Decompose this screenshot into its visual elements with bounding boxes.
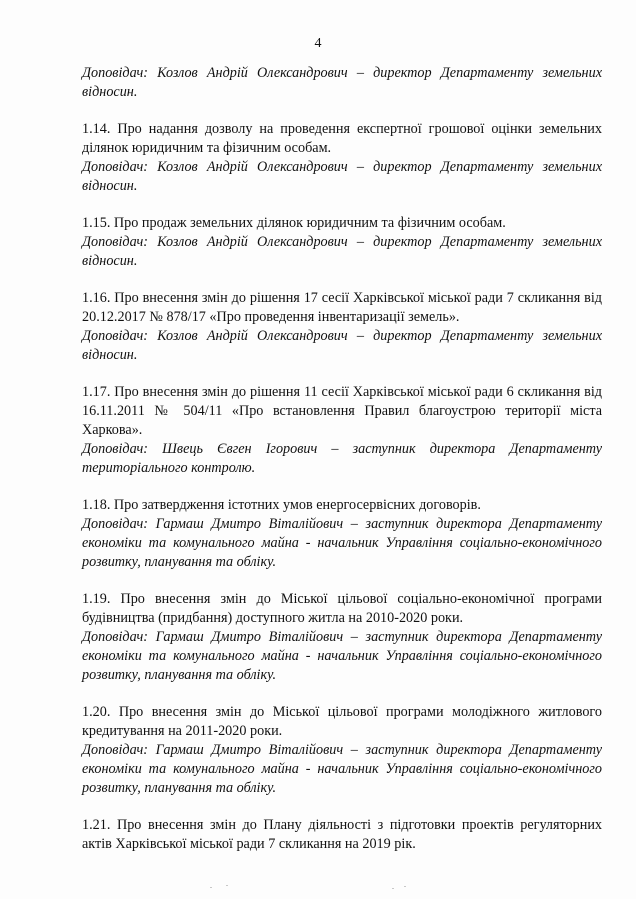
agenda-item-1-20 [82,703,602,798]
agenda-item-title: 1.18. Про затвердження істотних умов енергосервісних договорів. [82,497,481,513]
agenda-item-speaker: Доповідач: Козлов Андрій Олександрович – директор Департаменту земельних відносин. [82,234,602,269]
agenda-item-1-17 [82,383,602,478]
scan-speck [392,888,394,889]
scan-speck [404,886,406,887]
page-number: 4 [314,36,322,51]
agenda-item-title: 1.19. Про внесення змін до Міської цільової соціально-економічної програми будівництва (придбання) доступного житла на 2010-2020 роки. [82,591,602,626]
scan-specks [0,883,636,893]
agenda-item-1-15 [82,214,602,271]
speaker-line-continued: Доповідач: Козлов Андрій Олександрович – директор Департаменту земельних відносин. [82,65,602,100]
agenda-item-title: 1.14. Про надання дозволу на проведення експертної грошової оцінки земельних ділянок юридичним та фізичним особам. [82,121,602,156]
agenda-item-1-21 [82,816,602,854]
agenda-item-speaker: Доповідач: Гармаш Дмитро Віталійович – заступник директора Департаменту економіки та комунального майна - начальник Управління соціально-економічного розвитку, планування та обліку. [82,629,602,683]
agenda-item-title: 1.17. Про внесення змін до рішення 11 сесії Харківської міської ради 6 скликання від 16.11.2011 № 504/11 «Про встановлення Правил благоустрою території міста Харкова». [82,384,602,438]
agenda-item-1-14 [82,120,602,196]
agenda-item-speaker: Доповідач: Гармаш Дмитро Віталійович – заступник директора Департаменту економіки та комунального майна - начальник Управління соціально-економічного розвитку, планування та обліку. [82,516,602,570]
agenda-item-speaker: Доповідач: Козлов Андрій Олександрович – директор Департаменту земельних відносин. [82,328,602,363]
agenda-item-1-18 [82,496,602,572]
agenda-item-speaker: Доповідач: Козлов Андрій Олександрович – директор Департаменту земельних відносин. [82,159,602,194]
agenda-item-1-19 [82,590,602,685]
agenda-item-1-16 [82,289,602,365]
agenda-item-speaker: Доповідач: Гармаш Дмитро Віталійович – заступник директора Департаменту економіки та комунального майна - начальник Управління соціально-економічного розвитку, планування та обліку. [82,742,602,796]
agenda-item-title: 1.21. Про внесення змін до Плану діяльності з підготовки проектів регуляторних актів Харківської міської ради 7 скликання на 2019 рік. [82,817,602,852]
scan-speck [226,885,228,886]
agenda-item-title: 1.15. Про продаж земельних ділянок юридичним та фізичним особам. [82,215,506,231]
agenda-content [82,64,602,872]
agenda-item-speaker: Доповідач: Швець Євген Ігорович – заступник директора Департаменту територіального контролю. [82,441,602,476]
scan-speck [210,887,212,888]
agenda-item-title: 1.20. Про внесення змін до Міської цільової програми молодіжного житлового кредитування на 2011-2020 роки. [82,704,602,739]
agenda-item-title: 1.16. Про внесення змін до рішення 17 сесії Харківської міської ради 7 скликання від 20.12.2017 № 878/17 «Про проведення інвентаризації земель». [82,290,602,325]
